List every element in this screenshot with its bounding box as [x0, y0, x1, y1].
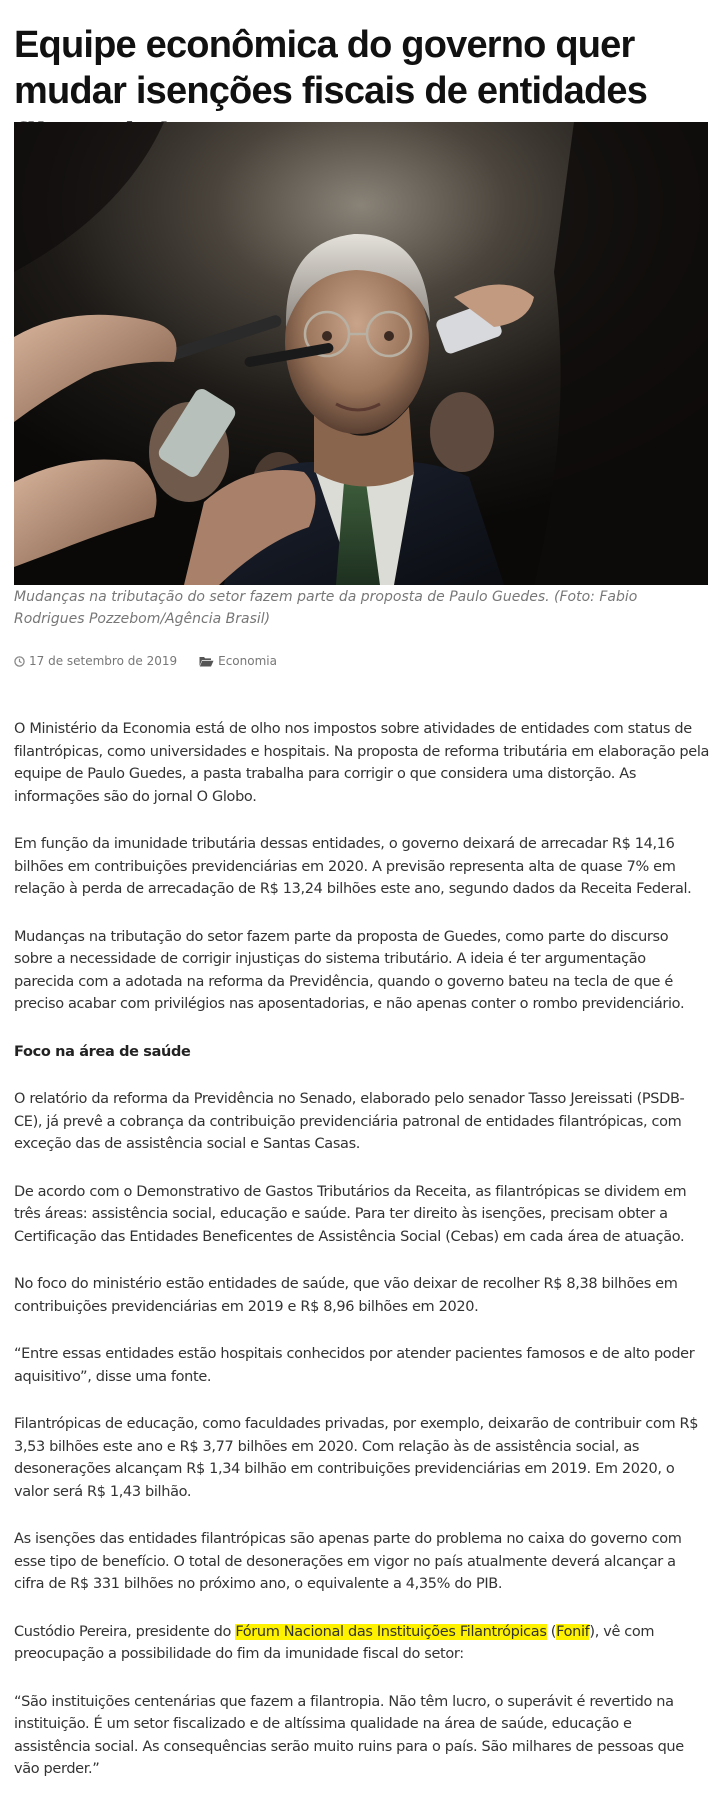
article-title: Equipe econômica do governo quer mudar isenções fiscais de entidades — [14, 24, 648, 112]
section-subheading: Foco na área de saúde — [14, 1043, 191, 1060]
article-meta — [14, 652, 277, 670]
paragraph-5: De acordo com o Demonstrativo de Gastos Tributários da Receita, as filantrópicas se dividem em três áreas: assistência social, educação e saúde. Para ter direito às isenções, precisam obter a Certificação das Entidades Beneficentes de Assistência Social (Cebas) em cada área de atuação. — [14, 1183, 687, 1245]
article-date — [14, 654, 177, 668]
paragraph-9: As isenções das entidades filantrópicas são apenas parte do problema no caixa do governo com esse tipo de benefício. O total de desonerações em vigor no país atualmente deverá alcançar a cifra de R$ 331 bilhões no próximo ano, o equivalente a 4,35% do PIB. — [14, 1531, 682, 1592]
photo-caption: Mudanças na tributação do setor fazem parte da proposta de Paulo Guedes. (Foto: Fabio Rodrigues Pozzebom/Agência Brasil) — [14, 589, 638, 627]
paragraph-1: O Ministério da Economia está de olho nos impostos sobre atividades de entidades com status de filantrópicas, como universidades e hospitais. Na proposta de reforma tributária em elaboração pela equipe de Paulo Guedes, a pasta trabalha para corrigir o que considera uma distorção. As informações são do jornal O Globo. — [14, 721, 710, 805]
paragraph-10-end: ), vê com preocupação a possibilidade do fim da imunidade fiscal do setor: — [14, 1623, 655, 1662]
paragraph-2: Em função da imunidade tributária dessas entidades, o governo deixará de arrecadar R$ 14,16 bilhões em contribuições previdenciárias em 2020. A previsão representa alta de quase 7% em relação à perda de arrecadação de R$ 13,24 bilhões este ano, segundo dados da Receita Federal. — [14, 836, 692, 897]
category-link[interactable]: Economia — [218, 654, 277, 668]
paragraph-10-start: Custódio Pereira, presidente do — [14, 1623, 236, 1640]
paragraph-6: No foco do ministério estão entidades de saúde, que vão deixar de recolher R$ 8,38 bilhões em contribuições previdenciárias em 2019 e R$ 8,96 bilhões em 2020. — [14, 1276, 678, 1315]
article-photo — [14, 122, 708, 585]
paragraph-10 — [14, 1621, 710, 1666]
article-category[interactable] — [199, 654, 277, 668]
clock-icon — [14, 656, 25, 667]
paragraph-4: O relatório da reforma da Previdência no Senado, elaborado pelo senador Tasso Jereissati (PSDB-CE), já prevê a cobrança da contribuição previdenciária patronal de entidades filantrópicas, com exceção das de assistência social e Santas Casas. — [14, 1091, 685, 1152]
date-text: 17 de setembro de 2019 — [29, 654, 178, 668]
article-body — [14, 718, 710, 1806]
paragraph-10-paren-open: ( — [546, 1623, 557, 1640]
fonif-full-name-link[interactable]: Fórum Nacional das Instituições Filantrópicas — [235, 1623, 547, 1640]
fonif-acronym-link[interactable]: Fonif — [556, 1623, 590, 1640]
paragraph-7: “Entre essas entidades estão hospitais conhecidos por atender pacientes famosos e de alto poder aquisitivo”, disse uma fonte. — [14, 1346, 695, 1385]
paragraph-11-quote: “São instituições centenárias que fazem a filantropia. Não têm lucro, o superávit é revertido na instituição. É um setor fiscalizado e de altíssima qualidade na área de saúde, educação e assistência social. As consequências serão muito ruins para o país. São milhares de pessoas que vão perder.” — [14, 1693, 684, 1777]
paragraph-8: Filantrópicas de educação, como faculdades privadas, por exemplo, deixarão de contribuir com R$ 3,53 bilhões este ano e R$ 3,77 bilhões em 2020. Com relação às de assistência social, as desonerações alcançam R$ 1,34 bilhão em contribuições previdenciárias em 2019. Em 2020, o valor será R$ 1,43 bilhão. — [14, 1416, 699, 1500]
paragraph-3: Mudanças na tributação do setor fazem parte da proposta de Guedes, como parte do discurso sobre a necessidade de corrigir injustiças do sistema tributário. A ideia é ter argumentação parecida com a adotada na reforma da Previdência, quando o governo bateu na tecla de que é preciso acabar com privilégios nas aposentadorias, e não apenas conter o rombo previdenciário. — [14, 928, 685, 1012]
folder-open-icon — [199, 656, 214, 667]
